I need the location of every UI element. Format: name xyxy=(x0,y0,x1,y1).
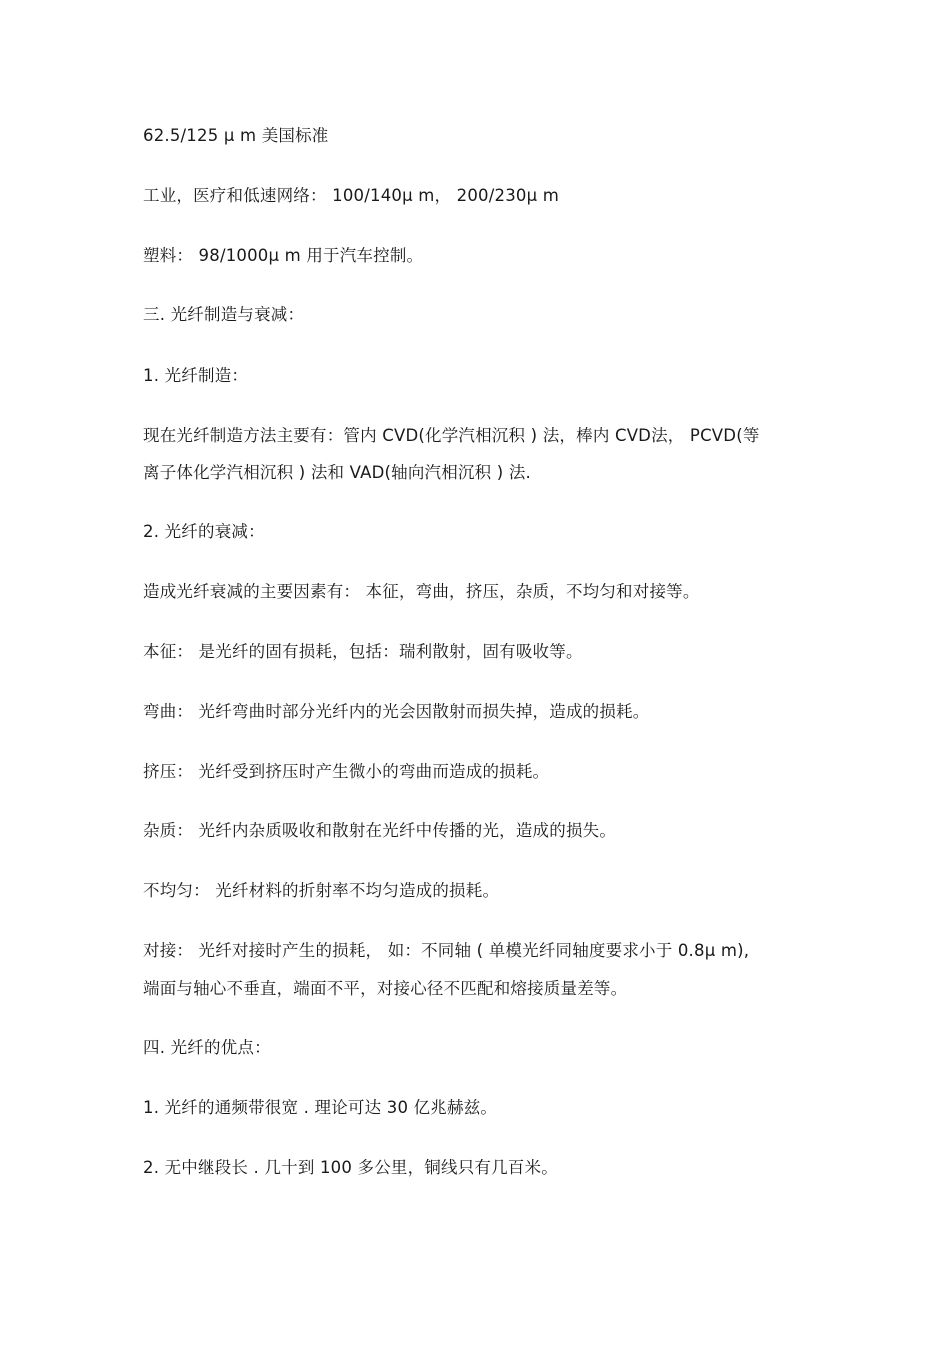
text-line-attenuation-factors: 造成光纤衰减的主要因素有： 本征，弯曲，挤压，杂质，不均匀和对接等。 xyxy=(143,582,700,601)
text-line-compression-loss: 挤压： 光纤受到挤压时产生微小的弯曲而造成的损耗。 xyxy=(143,762,550,781)
list-item-bandwidth: 1. 光纤的通频带很宽 . 理论可达 30 亿兆赫兹。 xyxy=(143,1098,498,1117)
text-line-splice-loss-2: 端面与轴心不垂直，端面不平，对接心径不匹配和熔接质量差等。 xyxy=(143,979,628,998)
text-line-plastic-fiber: 塑料： 98/1000μ m 用于汽车控制。 xyxy=(143,246,424,265)
text-line-intrinsic-loss: 本征： 是光纤的固有损耗，包括：瑞利散射，固有吸收等。 xyxy=(143,642,583,661)
section-heading-fiber-advantages: 四. 光纤的优点： xyxy=(143,1038,271,1057)
section-heading-manufacture-attenuation: 三. 光纤制造与衰减： xyxy=(143,305,305,324)
subheading-fiber-attenuation: 2. 光纤的衰减： xyxy=(143,522,265,541)
text-line-nonuniform-loss: 不均匀： 光纤材料的折射率不均匀造成的损耗。 xyxy=(143,881,500,900)
text-line-impurity-loss: 杂质： 光纤内杂质吸收和散射在光纤中传播的光，造成的损失。 xyxy=(143,821,617,840)
text-line-bending-loss: 弯曲： 光纤弯曲时部分光纤内的光会因散射而损失掉，造成的损耗。 xyxy=(143,702,650,721)
list-item-repeater-span: 2. 无中继段长 . 几十到 100 多公里，铜线只有几百米。 xyxy=(143,1158,558,1177)
text-line-manufacture-methods-1: 现在光纤制造方法主要有：管内 CVD(化学汽相沉积 ) 法，棒内 CVD法， PCVD(等 xyxy=(143,426,760,445)
text-line-standard-us: 62.5/125 μ m 美国标准 xyxy=(143,126,329,145)
subheading-fiber-manufacture: 1. 光纤制造： xyxy=(143,366,249,385)
text-line-manufacture-methods-2: 离子体化学汽相沉积 ) 法和 VAD(轴向汽相沉积 ) 法. xyxy=(143,463,532,482)
text-line-splice-loss-1: 对接： 光纤对接时产生的损耗， 如：不同轴 ( 单模光纤同轴度要求小于 0.8μ m), xyxy=(143,941,750,960)
text-line-industrial-fiber: 工业，医疗和低速网络： 100/140μ m， 200/230μ m xyxy=(143,186,560,205)
